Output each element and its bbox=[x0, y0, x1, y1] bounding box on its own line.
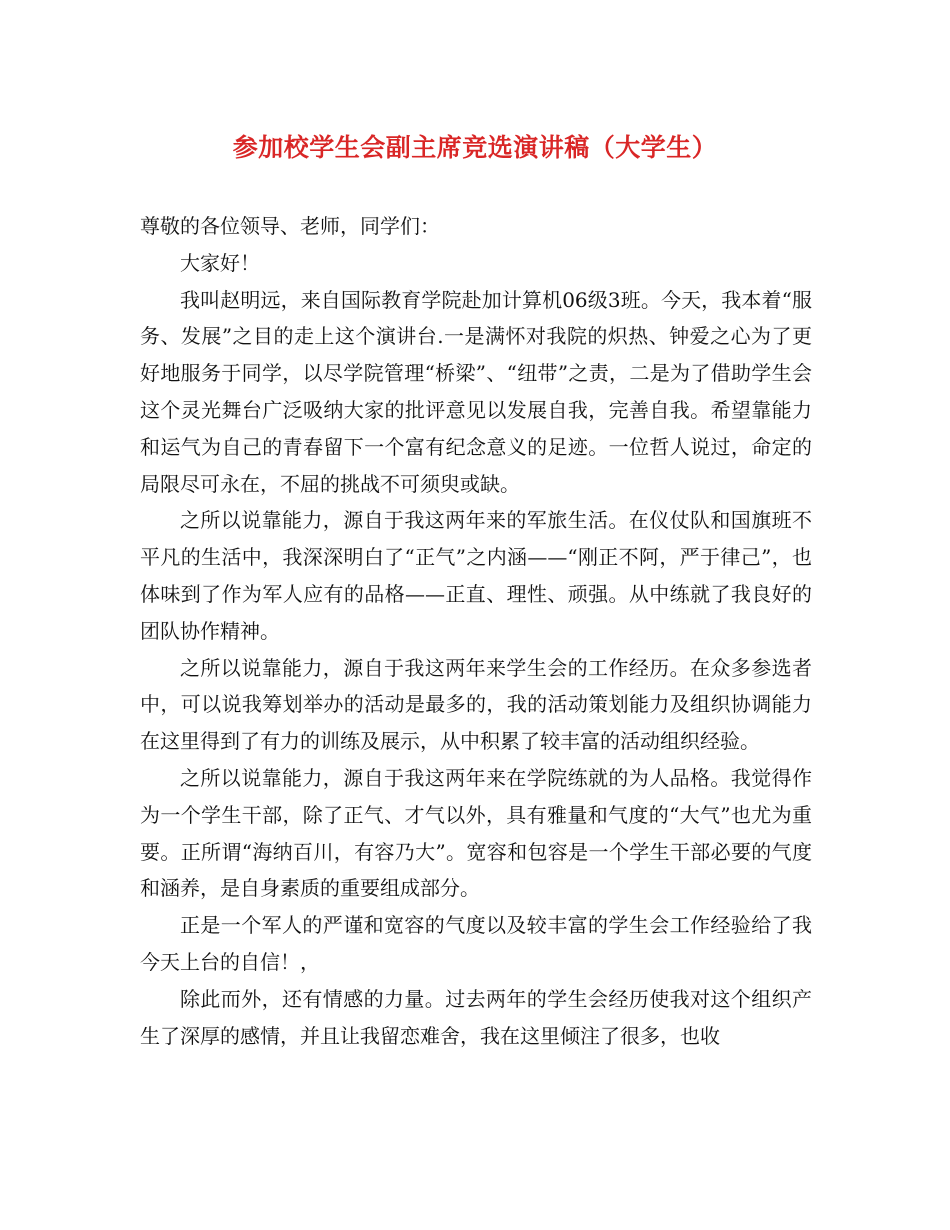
document-body bbox=[140, 208, 812, 1054]
paragraph-introduction: 我叫赵明远，来自国际教育学院赴加计算机06级3班。今天，我本着“服务、发展”之目的走上这个演讲台.一是满怀对我院的炽热、钟爱之心为了更好地服务于同学，以尽学院管理“桥梁”、“纽带”之责，二是为了借助学生会这个灵光舞台广泛吸纳大家的批评意见以发展自我，完善自我。希望靠能力和运气为自己的青春留下一个富有纪念意义的足迹。一位哲人说过，命定的局限尽可永在，不屈的挑战不可须臾或缺。 bbox=[140, 287, 812, 496]
paragraph-character: 之所以说靠能力，源自于我这两年来在学院练就的为人品格。我觉得作为一个学生干部，除了正气、才气以外，具有雅量和气度的“大气”也尤为重要。正所谓“海纳百川，有容乃大”。宽容和包容是一个学生干部必要的气度和涵养，是自身素质的重要组成部分。 bbox=[140, 765, 812, 901]
paragraph-greeting: 大家好！ bbox=[180, 250, 260, 275]
document-title: 参加校学生会副主席竞选演讲稿（大学生） bbox=[232, 133, 718, 162]
paragraph-military-life: 之所以说靠能力，源自于我这两年来的军旅生活。在仪仗队和国旗班不平凡的生活中，我深深明白了“正气”之内涵——“刚正不阿，严于律己”，也体味到了作为军人应有的品格——正直、理性、顽强。从中练就了我良好的团队协作精神。 bbox=[140, 508, 812, 643]
salutation: 尊敬的各位领导、老师，同学们： bbox=[140, 214, 440, 238]
paragraph-confidence: 正是一个军人的严谨和宽容的气度以及较丰富的学生会工作经验给了我今天上台的自信！， bbox=[140, 913, 812, 974]
paragraph-emotion: 除此而外，还有情感的力量。过去两年的学生会经历使我对这个组织产生了深厚的感情，并且让我留恋难舍，我在这里倾注了很多，也收 bbox=[140, 986, 812, 1048]
paragraph-student-union-experience: 之所以说靠能力，源自于我这两年来学生会的工作经历。在众多参选者中，可以说我筹划举办的活动是最多的，我的活动策划能力及组织协调能力在这里得到了有力的训练及展示，从中积累了较丰富的活动组织经验。 bbox=[140, 655, 812, 754]
